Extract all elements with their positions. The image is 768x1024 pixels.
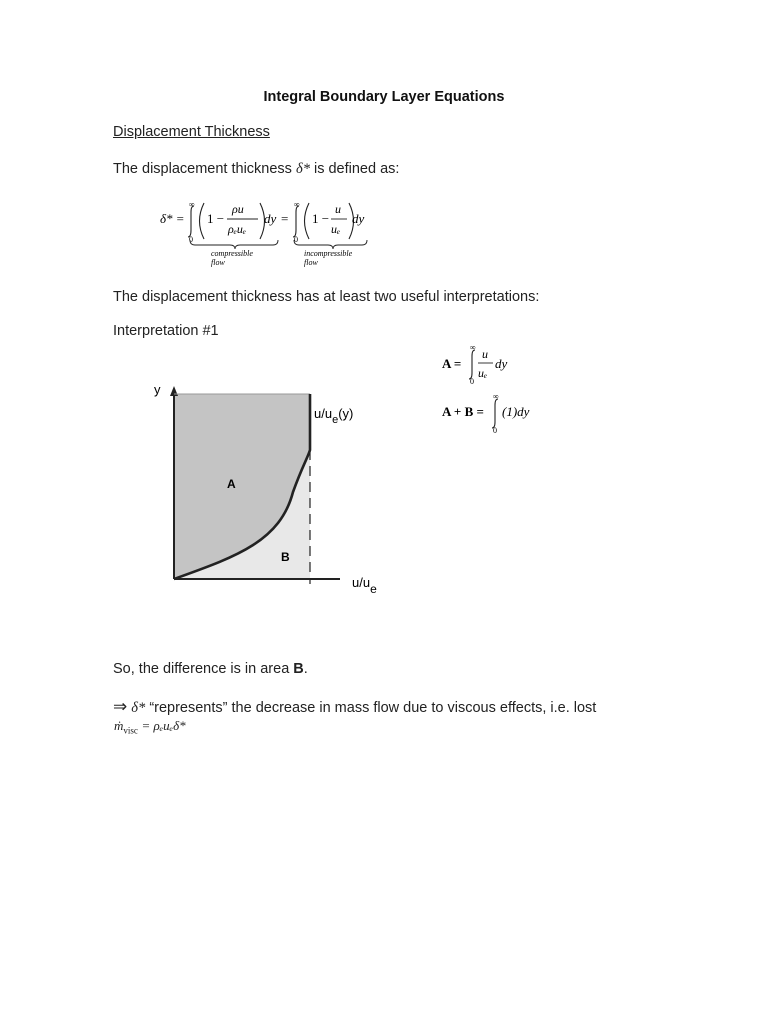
brace-incompressible xyxy=(294,240,367,249)
brace1-label-line2: flow xyxy=(211,258,225,267)
eq1-lower-limit-2: 0 xyxy=(294,235,298,244)
eqA-upper-limit: ∞ xyxy=(470,343,476,352)
eq1-upper-limit-2: ∞ xyxy=(294,200,300,209)
region-b-label: B xyxy=(281,550,290,564)
area-ab-equation xyxy=(440,390,560,436)
eq1-frac2-num: u xyxy=(335,202,341,216)
represents-paragraph xyxy=(113,697,596,717)
eq1-frac1-den: ρₑuₑ xyxy=(228,222,247,236)
intro-text-before: The displacement thickness xyxy=(113,161,292,177)
profile-label-tail: (y) xyxy=(338,406,354,421)
intro-text-after: is defined as: xyxy=(313,161,400,177)
eq1-one-minus-1: 1 − xyxy=(207,211,225,226)
page-title: Integral Boundary Layer Equations xyxy=(263,89,505,105)
brace2-label-line1: incompressible xyxy=(304,249,353,258)
implies-arrow: ⇒ xyxy=(113,697,128,716)
represents-text: “represents” the decrease in mass flow due to viscous effects, i.e. lost xyxy=(149,700,597,716)
displacement-thickness-equation xyxy=(150,196,390,274)
eq1-lower-limit-1: 0 xyxy=(189,235,193,244)
mdot-symbol: ṁ xyxy=(114,718,124,733)
intro-paragraph xyxy=(113,161,399,178)
integral-sign-1 xyxy=(188,206,194,237)
eqAB-upper-limit: ∞ xyxy=(493,392,499,401)
represents-delta-star: δ* xyxy=(131,700,146,716)
region-a-label: A xyxy=(227,477,236,491)
eq1-frac2-den: uₑ xyxy=(331,222,341,236)
difference-paragraph xyxy=(113,661,308,677)
interpretation-heading: Interpretation #1 xyxy=(113,323,219,339)
profile-label xyxy=(314,406,353,426)
eqAB-lhs: A + B = xyxy=(442,404,484,419)
paren-left-2 xyxy=(305,203,310,239)
eq1-lhs: δ* = xyxy=(160,211,185,226)
eq1-upper-limit-1: ∞ xyxy=(189,200,195,209)
eqA-integral-sign xyxy=(469,350,475,379)
eqA-lower-limit: 0 xyxy=(470,377,474,386)
section-heading: Displacement Thickness xyxy=(113,124,270,140)
eqA-dy: dy xyxy=(495,356,508,371)
profile-label-u: u/u xyxy=(314,406,333,421)
interpretations-paragraph: The displacement thickness has at least two useful interpretations: xyxy=(113,289,540,305)
eqAB-integrand: (1)dy xyxy=(502,404,530,419)
eq1-dy-1: dy xyxy=(264,211,277,226)
mdot-subscript: visc xyxy=(123,725,138,736)
difference-text-before: So, the difference is in area xyxy=(113,661,294,677)
x-axis-label xyxy=(352,575,377,596)
eqAB-lower-limit: 0 xyxy=(493,426,497,435)
x-axis-label-u: u/u xyxy=(352,575,371,590)
eqAB-integral-sign xyxy=(492,399,498,428)
y-axis-label: y xyxy=(154,382,161,397)
eq1-one-minus-2: 1 − xyxy=(312,211,330,226)
eq1-equals: = xyxy=(281,211,289,226)
area-a-equation xyxy=(440,340,560,386)
eq1-frac1-num: ρu xyxy=(232,202,244,216)
eqA-frac-den: uₑ xyxy=(478,366,488,380)
integral-sign-2 xyxy=(293,206,299,237)
brace-compressible xyxy=(190,240,278,249)
mass-flow-equation xyxy=(114,718,186,736)
eqA-frac-num: u xyxy=(482,347,488,361)
eq1-dy-2: dy xyxy=(352,211,365,226)
boundary-layer-figure xyxy=(140,372,400,608)
paren-left-1 xyxy=(200,203,205,239)
brace2-label-line2: flow xyxy=(304,258,318,267)
profile-label-sub: e xyxy=(332,414,339,426)
x-axis-label-sub: e xyxy=(370,582,377,596)
difference-text-after: . xyxy=(303,661,308,677)
mdot-rhs: = ρₑuₑδ* xyxy=(141,718,186,733)
delta-star-symbol: δ* xyxy=(295,161,310,177)
difference-text-bold: B xyxy=(293,661,304,677)
eqA-lhs: A = xyxy=(442,356,462,371)
brace1-label-line1: compressible xyxy=(211,249,253,258)
